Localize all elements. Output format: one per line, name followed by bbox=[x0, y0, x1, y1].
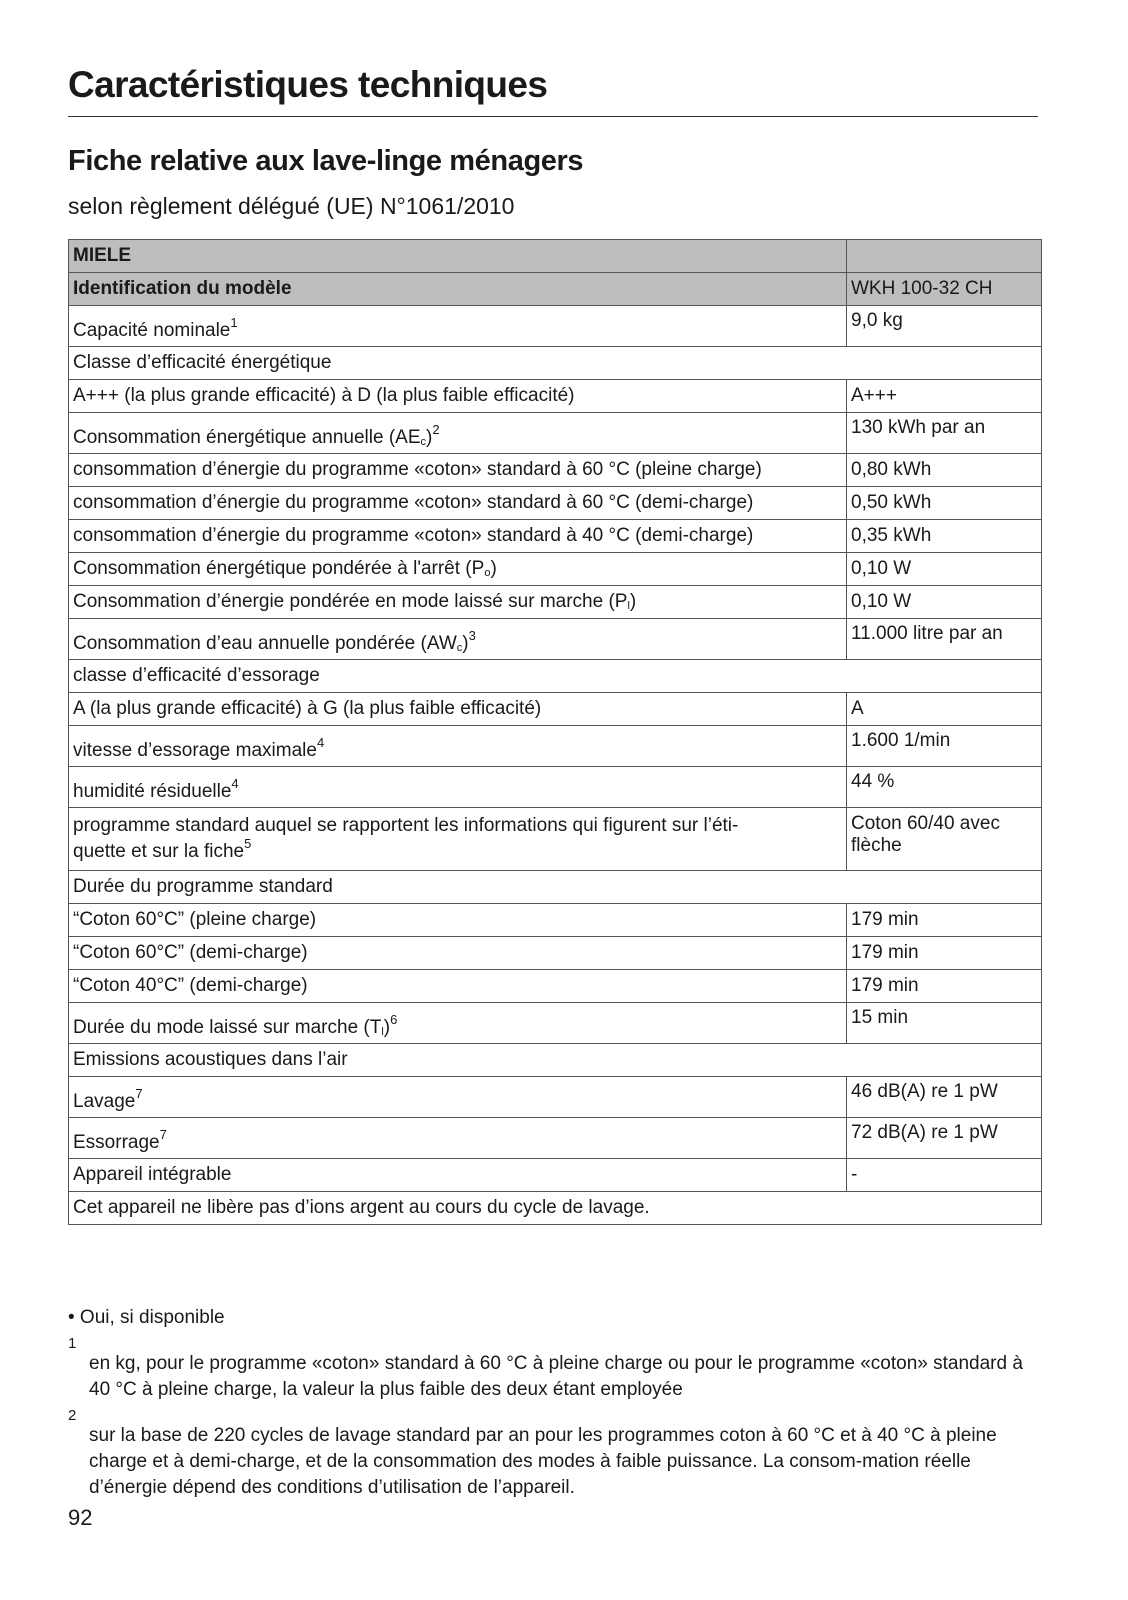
title-divider bbox=[68, 116, 1038, 117]
footnote-number: 2 bbox=[68, 1407, 77, 1424]
table-row bbox=[69, 871, 1042, 904]
row-label: classe d’efficacité d’essorage bbox=[69, 660, 1042, 693]
row-label: Consommation d’eau annuelle pondérée (AW bbox=[73, 633, 457, 654]
table-row bbox=[69, 1077, 1042, 1118]
row-label: “Coton 60°C” (pleine charge) bbox=[69, 904, 847, 937]
footnote-ref: 6 bbox=[390, 1012, 398, 1027]
row-label-end: ) bbox=[462, 633, 469, 654]
row-value-line2: flèche bbox=[851, 835, 902, 856]
table-row bbox=[69, 413, 1042, 454]
table-header-row-brand bbox=[69, 240, 1042, 273]
footnote-ref: 7 bbox=[135, 1086, 143, 1101]
row-value: 179 min bbox=[847, 904, 1042, 937]
row-value: 0,50 kWh bbox=[847, 487, 1042, 520]
row-value: 46 dB(A) re 1 pW bbox=[847, 1077, 1042, 1118]
footnote-ref: 5 bbox=[244, 836, 252, 851]
table-row bbox=[69, 487, 1042, 520]
row-label: Durée du programme standard bbox=[69, 871, 1042, 904]
section-title: Fiche relative aux lave-linge ménagers bbox=[68, 145, 584, 177]
row-label: humidité résiduelle bbox=[73, 781, 232, 802]
table-row bbox=[69, 1118, 1042, 1159]
row-label: consommation d’énergie du programme «coton» standard à 60 °C (demi-charge) bbox=[69, 487, 847, 520]
table-row bbox=[69, 1192, 1042, 1225]
row-label-end: ) bbox=[383, 1017, 391, 1038]
footnote-ref: 2 bbox=[432, 422, 440, 437]
row-label: Essorrage bbox=[73, 1132, 160, 1153]
footnote-ref: 7 bbox=[159, 1127, 167, 1142]
footnotes bbox=[68, 1305, 1043, 1507]
row-label: Classe d’efficacité énergétique bbox=[69, 347, 1042, 380]
row-value: 0,35 kWh bbox=[847, 520, 1042, 553]
row-value: 9,0 kg bbox=[847, 306, 1042, 347]
row-label: vitesse d’essorage maximale bbox=[73, 740, 317, 761]
footnote-2 bbox=[68, 1409, 1043, 1501]
brand-label: MIELE bbox=[69, 240, 847, 273]
row-label: “Coton 40°C” (demi-charge) bbox=[69, 970, 847, 1003]
bullet-note: • Oui, si disponible bbox=[68, 1307, 225, 1328]
page-title: Caractéristiques techniques bbox=[68, 64, 548, 105]
row-label: Capacité nominale bbox=[73, 320, 231, 341]
subscript: o bbox=[484, 567, 491, 579]
table-row bbox=[69, 1003, 1042, 1044]
footnote-1 bbox=[68, 1337, 1043, 1403]
row-value: 1.600 1/min bbox=[847, 726, 1042, 767]
spec-table bbox=[68, 239, 1042, 1225]
footnote-ref: 1 bbox=[230, 315, 238, 330]
row-label: Lavage bbox=[73, 1091, 136, 1112]
row-value: 179 min bbox=[847, 937, 1042, 970]
row-label: consommation d’énergie du programme «coton» standard à 60 °C (pleine charge) bbox=[69, 454, 847, 487]
row-value: 44 % bbox=[847, 767, 1042, 808]
table-row bbox=[69, 1044, 1042, 1077]
table-row bbox=[69, 970, 1042, 1003]
row-label: Consommation d’énergie pondérée en mode laissé sur marche (P bbox=[73, 591, 628, 612]
footnote-ref: 3 bbox=[468, 628, 476, 643]
table-row bbox=[69, 726, 1042, 767]
row-value: 179 min bbox=[847, 970, 1042, 1003]
table-row bbox=[69, 693, 1042, 726]
row-value: 72 dB(A) re 1 pW bbox=[847, 1118, 1042, 1159]
row-label: “Coton 60°C” (demi-charge) bbox=[69, 937, 847, 970]
row-label: A (la plus grande efficacité) à G (la plus faible efficacité) bbox=[69, 693, 847, 726]
row-value: 0,80 kWh bbox=[847, 454, 1042, 487]
row-label: Cet appareil ne libère pas d’ions argent au cours du cycle de lavage. bbox=[69, 1192, 1042, 1225]
row-value: 0,10 W bbox=[847, 553, 1042, 586]
subscript: l bbox=[627, 600, 630, 612]
row-label-end: ) bbox=[426, 427, 433, 448]
footnote-ref: 4 bbox=[316, 735, 325, 750]
row-value: 0,10 W bbox=[847, 586, 1042, 619]
footnote-ref: 4 bbox=[231, 776, 239, 791]
row-label: Durée du mode laissé sur marche (T bbox=[73, 1017, 382, 1038]
table-row bbox=[69, 619, 1042, 660]
table-row bbox=[69, 553, 1042, 586]
row-label: Emissions acoustiques dans l’air bbox=[69, 1044, 1042, 1077]
row-label: Consommation énergétique annuelle (AE bbox=[73, 427, 421, 448]
subscript: l bbox=[381, 1026, 384, 1038]
footnote-text: sur la base de 220 cycles de lavage standard par an pour les programmes coton à 60 °C et à 40 °C à pleine charge et à demi-charge, et de la consommation des modes à faible puissance. La consom-mation réelle d’énergie dépend des conditions d’utilisation de l’appareil. bbox=[89, 1425, 997, 1498]
table-row bbox=[69, 347, 1042, 380]
table-header-row-model bbox=[69, 273, 1042, 306]
row-label: A+++ (la plus grande efficacité) à D (la plus faible efficacité) bbox=[69, 380, 847, 413]
row-value: - bbox=[847, 1159, 1042, 1192]
table-row bbox=[69, 380, 1042, 413]
table-row bbox=[69, 808, 1042, 871]
row-label: consommation d’énergie du programme «coton» standard à 40 °C (demi-charge) bbox=[69, 520, 847, 553]
row-label-end: ) bbox=[490, 558, 497, 579]
table-row bbox=[69, 454, 1042, 487]
row-value: A+++ bbox=[847, 380, 1042, 413]
row-value-line1: Coton 60/40 avec bbox=[851, 813, 1000, 834]
table-row bbox=[69, 520, 1042, 553]
row-label-line2: quette et sur la fiche bbox=[73, 841, 245, 862]
subscript: c bbox=[420, 436, 426, 448]
row-label-line1: programme standard auquel se rapportent les informations qui figurent sur l’éti- bbox=[73, 815, 739, 836]
section-subtitle: selon règlement délégué (UE) N°1061/2010 bbox=[68, 193, 515, 219]
footnote-number: 1 bbox=[68, 1335, 77, 1352]
row-value: 130 kWh par an bbox=[847, 413, 1042, 454]
model-label: Identification du modèle bbox=[69, 273, 847, 306]
brand-value bbox=[847, 240, 1042, 273]
page-number: 92 bbox=[68, 1505, 93, 1530]
subscript: c bbox=[456, 642, 463, 654]
row-label: Consommation énergétique pondérée à l'arrêt (P bbox=[73, 558, 485, 579]
table-row bbox=[69, 904, 1042, 937]
table-row bbox=[69, 767, 1042, 808]
table-row bbox=[69, 586, 1042, 619]
footnote-text: en kg, pour le programme «coton» standard à 60 °C à pleine charge ou pour le programme «coton» standard à 40 °C à pleine charge, la valeur la plus faible des deux étant employée bbox=[89, 1353, 1023, 1400]
row-label: Appareil intégrable bbox=[69, 1159, 847, 1192]
row-value: A bbox=[847, 693, 1042, 726]
table-row bbox=[69, 1159, 1042, 1192]
table-row bbox=[69, 660, 1042, 693]
row-value: 15 min bbox=[847, 1003, 1042, 1044]
row-value: 11.000 litre par an bbox=[847, 619, 1042, 660]
model-value: WKH 100-32 CH bbox=[847, 273, 1042, 306]
table-row bbox=[69, 937, 1042, 970]
row-label-end: ) bbox=[629, 591, 637, 612]
table-row bbox=[69, 306, 1042, 347]
